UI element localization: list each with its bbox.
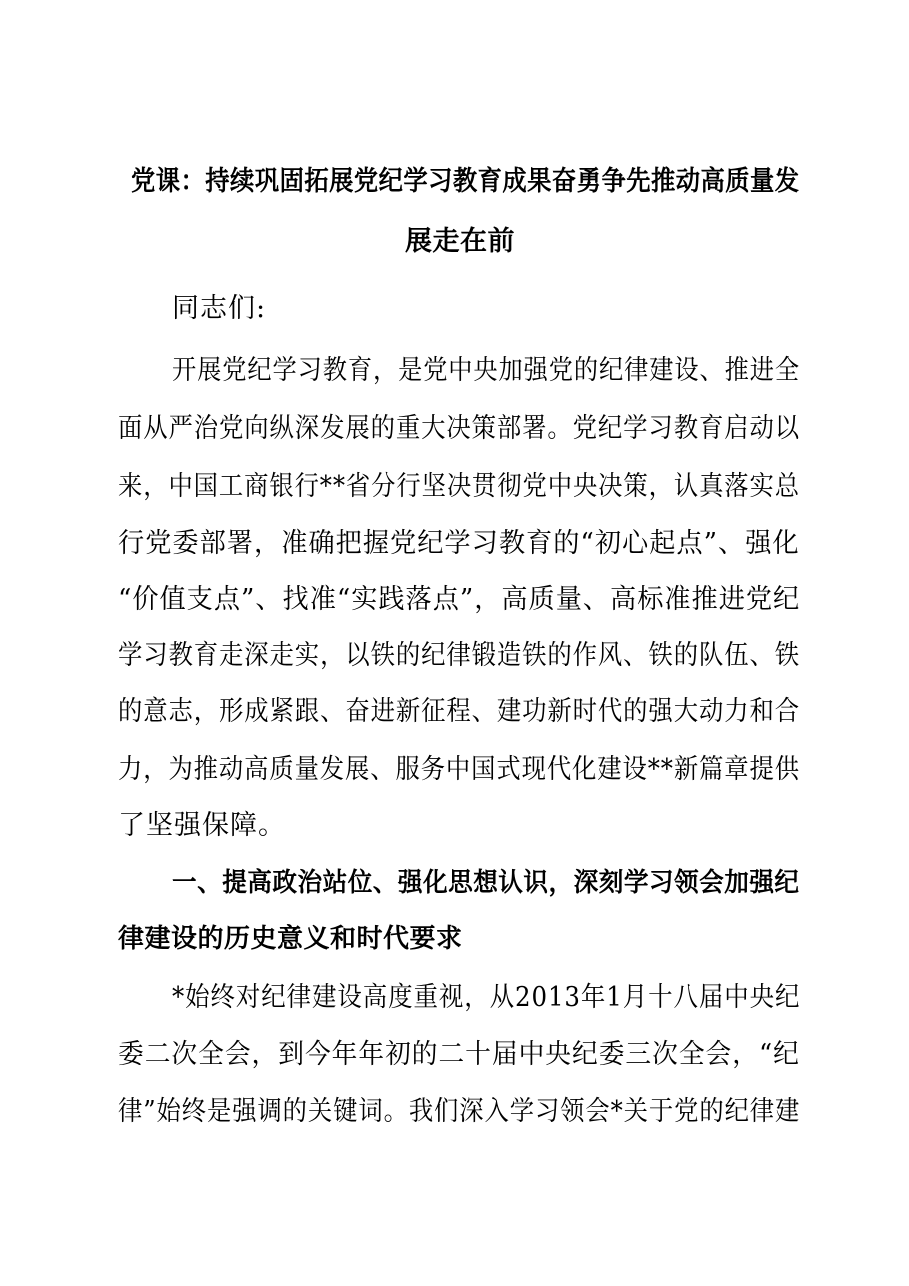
intro-paragraph-line: 行党委部署，准确把握党纪学习教育的“初心起点”、强化 [118, 528, 800, 559]
salutation: 同志们: [172, 293, 267, 324]
section-1-paragraph-line: 委二次全会，到今年年初的二十届中央纪委三次全会，“纪 [118, 1039, 800, 1070]
section-1-heading-line: 一、提高政治站位、强化思想认识，深刻学习领会加强纪 [172, 868, 800, 898]
document-title-line-1: 党课：持续巩固拓展党纪学习教育成果奋勇争先推动高质量发 [131, 166, 800, 197]
intro-paragraph-line: 开展党纪学习教育，是党中央加强党的纪律建设、推进全 [172, 355, 800, 386]
intro-paragraph-line: 面从严治党向纵深发展的重大决策部署。党纪学习教育启动以 [118, 413, 800, 444]
section-1-paragraph-line: *始终对纪律建设高度重视，从2013年1月十八届中央纪 [172, 982, 801, 1013]
document-title-line-2: 展走在前 [405, 226, 515, 257]
intro-paragraph-line: 了坚强保障。 [118, 810, 286, 841]
section-1-paragraph-line: 律”始终是强调的关键词。我们深入学习领会*关于党的纪律建 [118, 1096, 801, 1127]
section-1-heading-line: 律建设的历史意义和时代要求 [118, 924, 463, 954]
intro-paragraph-line: “价值支点”、找准“实践落点”，高质量、高标准推进党纪 [118, 584, 801, 615]
intro-paragraph-line: 力，为推动高质量发展、服务中国式现代化建设**新篇章提供 [118, 754, 800, 785]
intro-paragraph-line: 学习教育走深走实，以铁的纪律锻造铁的作风、铁的队伍、铁 [118, 640, 800, 671]
intro-paragraph-line: 来，中国工商银行**省分行坚决贯彻党中央决策，认真落实总 [118, 471, 800, 502]
intro-paragraph-line: 的意志，形成紧跟、奋进新征程、建功新时代的强大动力和合 [118, 696, 800, 727]
